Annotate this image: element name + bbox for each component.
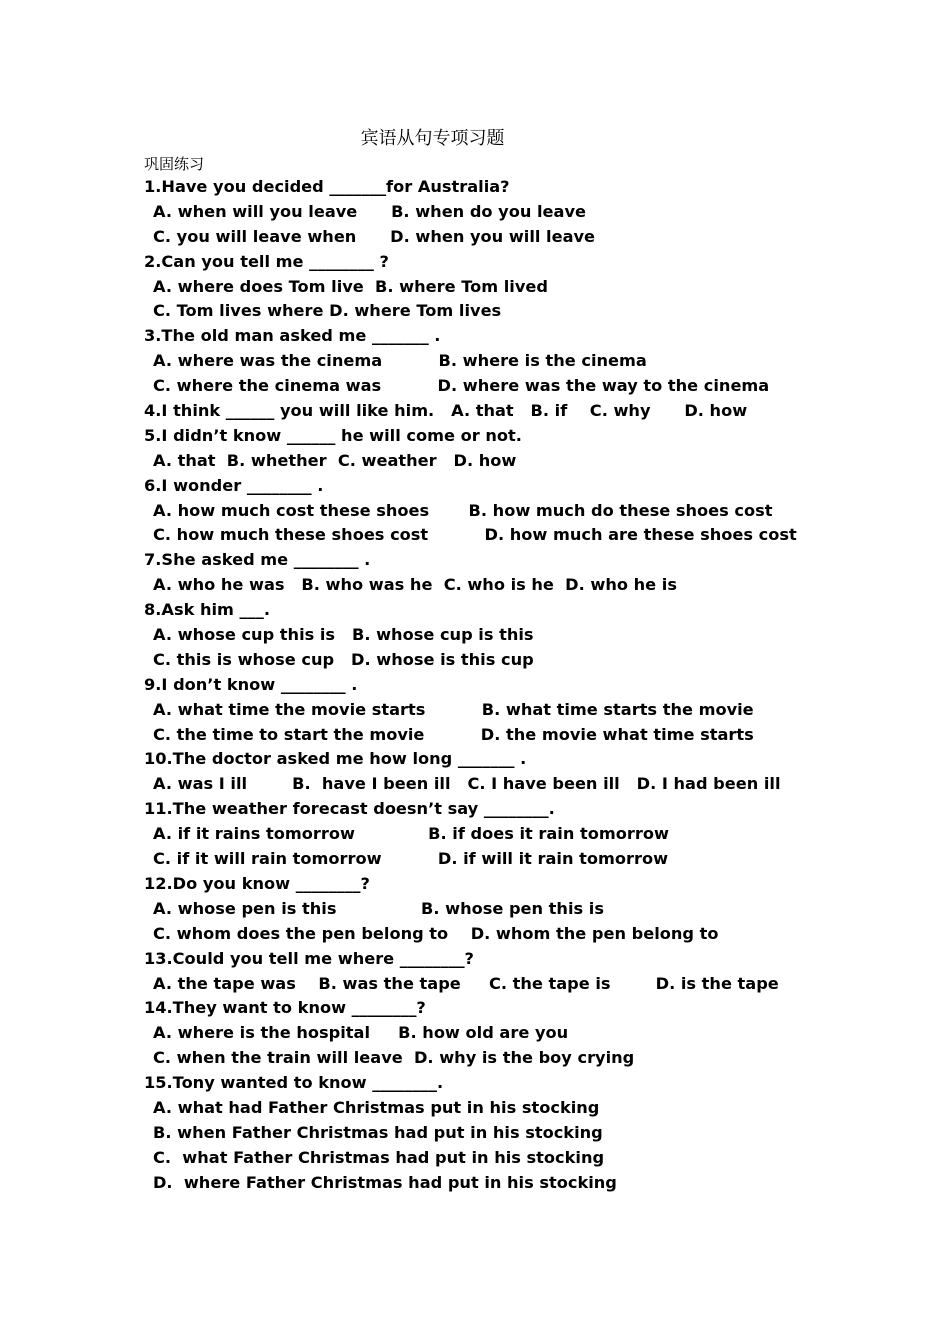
answer-options: D. where Father Christmas had put in his stocking — [153, 1172, 617, 1192]
answer-options: B. when Father Christmas had put in his stocking — [153, 1122, 603, 1142]
answer-options: C. where the cinema was D. where was the way to the cinema — [153, 376, 770, 396]
question-text: 11.The weather forecast doesn’t say ________. — [144, 799, 555, 819]
answer-options: A. if it rains tomorrow B. if does it rain tomorrow — [153, 824, 669, 844]
question-text: 3.The old man asked me _______ . — [144, 326, 441, 346]
question-text: 5.I didn’t know ______ he will come or not. — [144, 425, 522, 445]
answer-options: C. whom does the pen belong to D. whom the pen belong to — [153, 923, 719, 943]
question-text: 12.Do you know ________? — [144, 873, 370, 893]
answer-options: A. was I ill B. have I been ill C. I have been ill D. I had been ill — [153, 774, 781, 794]
answer-options: C. you will leave when D. when you will leave — [153, 226, 596, 246]
question-text: 4.I think ______ you will like him. A. that B. if C. why D. how — [144, 401, 748, 421]
answer-options: A. where was the cinema B. where is the cinema — [153, 351, 647, 371]
page-title: 宾语从句专项习题 — [360, 128, 505, 149]
question-text: 1.Have you decided _______for Australia? — [144, 177, 510, 196]
question-list — [144, 175, 924, 1196]
question-text: 9.I don’t know ________ . — [144, 674, 358, 694]
question-text: 2.Can you tell me ________ ? — [144, 251, 389, 271]
answer-options: A. where is the hospital B. how old are you — [153, 1023, 569, 1043]
question-text: 10.The doctor asked me how long _______ . — [144, 749, 527, 769]
answer-options: C. Tom lives where D. where Tom lives — [153, 301, 502, 321]
answer-options: A. whose cup this is B. whose cup is this — [153, 625, 534, 645]
question-text: 6.I wonder ________ . — [144, 475, 324, 495]
answer-options: C. this is whose cup D. whose is this cup — [153, 649, 534, 669]
answer-options: A. when will you leave B. when do you leave — [153, 201, 586, 221]
answer-options: A. how much cost these shoes B. how much do these shoes cost — [153, 500, 773, 520]
section-subtitle: 巩固练习 — [144, 155, 205, 173]
answer-options: A. where does Tom live B. where Tom lived — [153, 276, 548, 296]
question-text: 7.She asked me ________ . — [144, 550, 371, 570]
question-text: 15.Tony wanted to know ________. — [144, 1073, 444, 1093]
answer-options: A. whose pen is this B. whose pen this is — [153, 898, 604, 918]
question-text: 13.Could you tell me where ________? — [144, 948, 474, 968]
answer-options: C. how much these shoes cost D. how much are these shoes cost — [153, 525, 797, 545]
question-text: 14.They want to know ________? — [144, 998, 426, 1018]
question-text: 8.Ask him ___. — [144, 600, 270, 620]
answer-options: A. what time the movie starts B. what time starts the movie — [153, 699, 754, 719]
answer-options: A. that B. whether C. weather D. how — [153, 450, 517, 470]
answer-options: C. when the train will leave D. why is the boy crying — [153, 1048, 635, 1068]
answer-options: A. who he was B. who was he C. who is he D. who he is — [153, 575, 677, 595]
answer-options: A. what had Father Christmas put in his stocking — [153, 1097, 600, 1117]
answer-options: C. what Father Christmas had put in his stocking — [153, 1147, 605, 1167]
answer-options: A. the tape was B. was the tape C. the tape is D. is the tape — [153, 973, 779, 993]
answer-options: C. the time to start the movie D. the movie what time starts — [153, 724, 754, 744]
answer-options: C. if it will rain tomorrow D. if will it rain tomorrow — [153, 849, 669, 869]
